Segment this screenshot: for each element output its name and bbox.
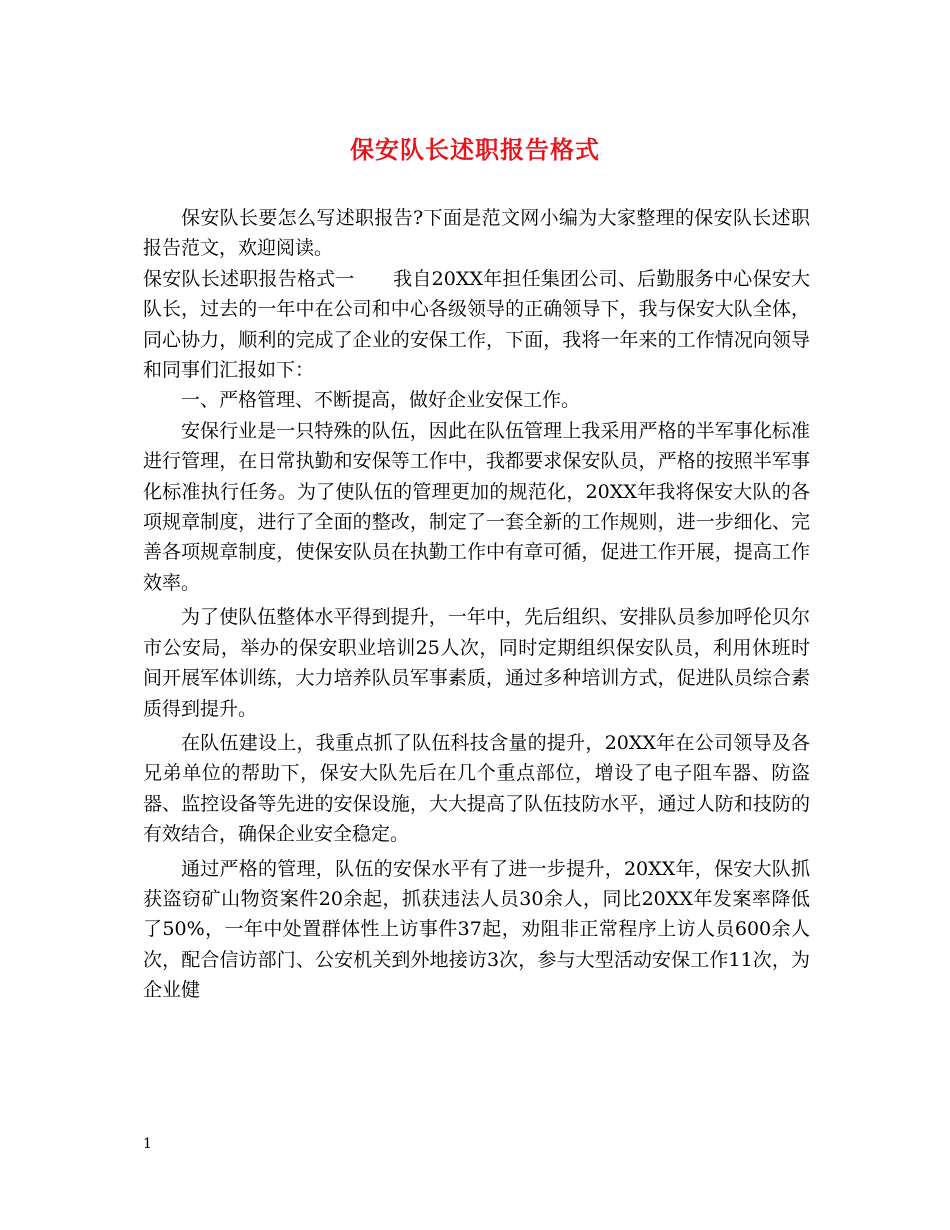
paragraph-format-one: 保安队长述职报告格式一 我自20XX年担任集团公司、后勤服务中心保安大队长，过去的一年中在公司和中心各级领导的正确领导下，我与保安大队全体，同心协力，顺利的完成了企业的安保工作，下面，我将一年来的工作情况向领导和同事们汇报如下： (143, 267, 810, 382)
paragraph-intro: 保安队长要怎么写述职报告?下面是范文网小编为大家整理的保安队长述职报告范文，欢迎阅读。 (143, 207, 810, 260)
paragraph-results: 通过严格的管理，队伍的安保水平有了进一步提升，20XX年，保安大队抓获盗窃矿山物资案件20余起，抓获违法人员30余人，同比20XX年发案率降低了50%，一年中处置群体性上访事件37起，劝阻非正常程序上访人员600余人次，配合信访部门、公安机关到外地接访3次，参与大型活动安保工作11次，为企业健 (143, 857, 810, 1002)
paragraph-training: 为了使队伍整体水平得到提升，一年中，先后组织、安排队员参加呼伦贝尔市公安局，举办的保安职业培训25人次，同时定期组织保安队员，利用休班时间开展军体训练，大力培养队员军事素质，通过多种培训方式，促进队员综合素质得到提升。 (143, 606, 810, 720)
paragraph-management: 安保行业是一只特殊的队伍，因此在队伍管理上我采用严格的半军事化标准进行管理，在日常执勤和安保等工作中，我都要求保安队员，严格的按照半军事化标准执行任务。为了使队伍的管理更加的规范化，20XX年我将保安大队的各项规章制度，进行了全面的整改，制定了一套全新的工作规则，进一步细化、完善各项规章制度，使保安队员在执勤工作中有章可循，促进工作开展，提高工作效率。 (143, 419, 810, 594)
document-title: 保安队长述职报告格式 (350, 135, 600, 164)
page-number: 1 (143, 1136, 152, 1152)
document-body (143, 203, 810, 1006)
paragraph-technology: 在队伍建设上，我重点抓了队伍科技含量的提升，20XX年在公司领导及各兄弟单位的帮助下，保安大队先后在几个重点部位，增设了电子阻车器、防盗器、监控设备等先进的安保设施，大大提高了队伍技防水平，通过人防和技防的有效结合，确保企业安全稳定。 (143, 731, 810, 846)
section-heading-one: 一、严格管理、不断提高，做好企业安保工作。 (181, 389, 581, 412)
